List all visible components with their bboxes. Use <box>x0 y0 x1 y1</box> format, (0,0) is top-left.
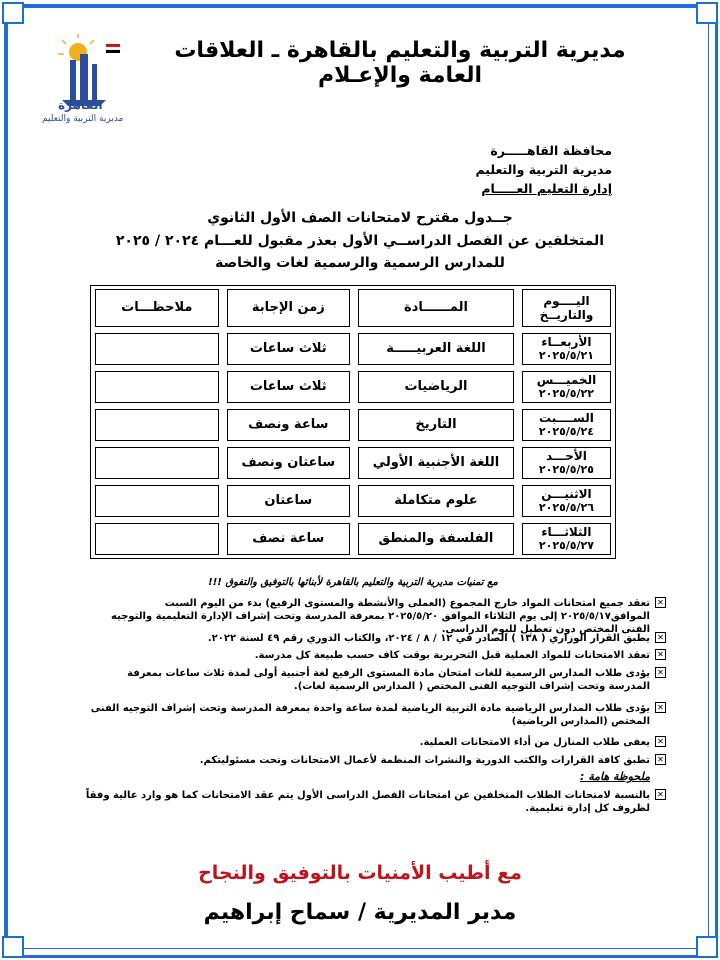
row-date: ٢٠٢٥/٥/٢٧ <box>538 539 594 552</box>
header-day-date <box>522 289 611 327</box>
row-day: الخميـــس <box>536 373 597 387</box>
header-subject: المــــــادة <box>358 289 514 327</box>
note-text: يطبق القرار الوزاري ( ١٣٨ ) الصادر في ١٢ / ٨ / ٢٠٢٤، والكتاب الدوري رقم ٤٩ لسنة ٢٠٢٢. <box>207 633 650 644</box>
row-day-date <box>522 333 611 365</box>
row-subject: اللغة العربيـــــة <box>358 333 514 365</box>
important-note <box>85 789 664 815</box>
row-subject: التاريخ <box>358 409 514 441</box>
corner-ornament <box>696 936 718 958</box>
row-answer-time: ساعة ونصف <box>227 409 351 441</box>
exam-schedule-table <box>90 285 616 559</box>
row-date: ٢٠٢٥/٥/٢٢ <box>538 387 594 400</box>
important-note-heading: ملحوظة هامة : <box>580 770 650 783</box>
org-department: إدارة التعليم العـــــام <box>481 181 612 196</box>
row-notes <box>95 409 219 441</box>
row-notes <box>95 333 219 365</box>
note-item <box>85 597 664 636</box>
table-row <box>91 368 615 406</box>
logo-city-caption: القاهرة <box>58 98 103 112</box>
row-day: الاثنيـــن <box>541 487 592 501</box>
table-row <box>91 520 615 558</box>
schedule-target-schools: للمدارس الرسمية والرسمية لغات والخاصة <box>215 255 505 271</box>
corner-ornament <box>2 2 24 24</box>
header-answer-time: زمن الإجابة <box>227 289 351 327</box>
header-notes: ملاحظـــات <box>95 289 219 327</box>
table-row <box>91 482 615 520</box>
row-day-date <box>522 523 611 555</box>
note-item <box>85 632 664 645</box>
row-day-date <box>522 447 611 479</box>
checkbox-icon: ✕ <box>655 736 666 747</box>
checkbox-icon: ✕ <box>655 754 666 765</box>
row-answer-time: ساعتان ونصف <box>227 447 351 479</box>
note-text: يؤدى طلاب المدارس الرياضية مادة التربية الرياضية لمدة ساعة واحدة بمعرفة المدرسة وتحت إشراف التوجيه الفنى المختص (المدارس الرياضية) <box>90 703 650 727</box>
corner-ornament <box>696 2 718 24</box>
note-item <box>85 702 664 728</box>
note-item <box>85 754 664 767</box>
row-answer-time: ساعة نصف <box>227 523 351 555</box>
row-day-date <box>522 371 611 403</box>
logo-org-caption: مديرية التربية والتعليم <box>42 114 124 124</box>
schedule-subtitle: المتخلفين عن الفصل الدراســي الأول بعذر مقبول للعـــام ٢٠٢٤ / ٢٠٢٥ <box>115 233 605 249</box>
org-governorate: محافظة القاهـــــرة <box>490 143 612 158</box>
corner-ornament <box>2 936 24 958</box>
note-item <box>85 667 664 693</box>
row-subject: اللغة الأجنبية الأولي <box>358 447 514 479</box>
row-notes <box>95 371 219 403</box>
note-text: يعفى طلاب المنازل من أداء الامتحانات العملية. <box>419 737 650 748</box>
row-answer-time: ثلاث ساعات <box>227 371 351 403</box>
director-signature: مدير المديرية / سماح إبراهيم <box>203 900 517 925</box>
table-row <box>91 444 615 482</box>
note-text: تعقد جميع امتحانات المواد خارج المجموع (العملى والأنشطة والمستوى الرفيع) بدء من اليوم السبت الموافق٢٠٢٥/٥/١٧ إلى يوم الثلاثاء الموافق ٢٠٢٥/٥/٢٠ بمعرفة المدرسة وتحت إشراف الإدارة التعليمية والتوجيه الفنى المختص دون تعطيل لليوم الدراسى. <box>111 598 650 635</box>
table-row <box>91 406 615 444</box>
page-header-title: مديرية التربية والتعليم بالقاهرة ـ العلاقات العامة والإعـلام <box>174 38 626 88</box>
note-text: يؤدى طلاب المدارس الرسمية للغات امتحان مادة المستوى الرفيع لغة أجنبية أولى لمدة ثلاث ساعات بمعرفة المدرسة وتحت إشراف التوجيه الفنى المختص ( المدارس الرسمية لغات). <box>127 668 650 692</box>
checkbox-icon: ✕ <box>655 649 666 660</box>
row-subject: الفلسفة والمنطق <box>358 523 514 555</box>
row-date: ٢٠٢٥/٥/٢٤ <box>538 425 594 438</box>
table-header-row <box>91 286 615 330</box>
row-day: الســــبت <box>539 411 594 425</box>
note-item <box>85 736 664 749</box>
table-row <box>91 330 615 368</box>
header-day-label: اليــــوم <box>543 294 590 308</box>
checkbox-icon: ✕ <box>655 632 666 643</box>
wishes-line: مع تمنيات مديرية التربية والتعليم بالقاهرة لأبنائها بالتوفيق والتفوق !!! <box>208 577 498 588</box>
note-text: تطبق كافة القرارات والكتب الدورية والنشرات المنظمة لأعمال الامتحانات وتحت مسئوليتكم. <box>199 755 650 766</box>
important-note-text: بالنسبة لامتحانات الطلاب المتخلفين عن امتحانات الفصل الدراسى الأول يتم عقد الامتحانات كما هو وارد عالية وفقاً لظروف كل إدارة تعليمية. <box>85 790 650 814</box>
checkbox-icon: ✕ <box>655 667 666 678</box>
row-date: ٢٠٢٥/٥/٢٦ <box>538 501 594 514</box>
row-day-date <box>522 409 611 441</box>
schedule-title: جــدول مقترح لامتحانات الصف الأول الثانوي <box>207 210 513 226</box>
row-date: ٢٠٢٥/٥/٢١ <box>538 349 594 362</box>
note-item <box>85 649 664 662</box>
notes-list <box>70 597 664 827</box>
row-notes <box>95 523 219 555</box>
note-text: تعقد الامتحانات للمواد العملية قبل التحريرية بوقت كاف حسب طبيعة كل مدرسة. <box>254 650 650 661</box>
org-directorate: مديرية التربية والتعليم <box>475 162 612 177</box>
row-day-date <box>522 485 611 517</box>
row-answer-time: ثلاث ساعات <box>227 333 351 365</box>
row-notes <box>95 447 219 479</box>
row-date: ٢٠٢٥/٥/٢٥ <box>538 463 594 476</box>
row-day: الأحـــد <box>545 449 587 463</box>
checkbox-icon: ✕ <box>655 702 666 713</box>
checkbox-icon: ✕ <box>655 789 666 800</box>
header-date-label: والتاريــخ <box>539 308 594 322</box>
footer-wish: مع أطيب الأمنيات بالتوفيق والنجاح <box>198 862 522 884</box>
row-answer-time: ساعتان <box>227 485 351 517</box>
row-subject: علوم متكاملة <box>358 485 514 517</box>
row-day: الأربعــاء <box>541 335 592 349</box>
row-subject: الرياضيات <box>358 371 514 403</box>
row-day: الثلاثـــاء <box>541 525 592 539</box>
row-notes <box>95 485 219 517</box>
checkbox-icon: ✕ <box>655 597 666 608</box>
